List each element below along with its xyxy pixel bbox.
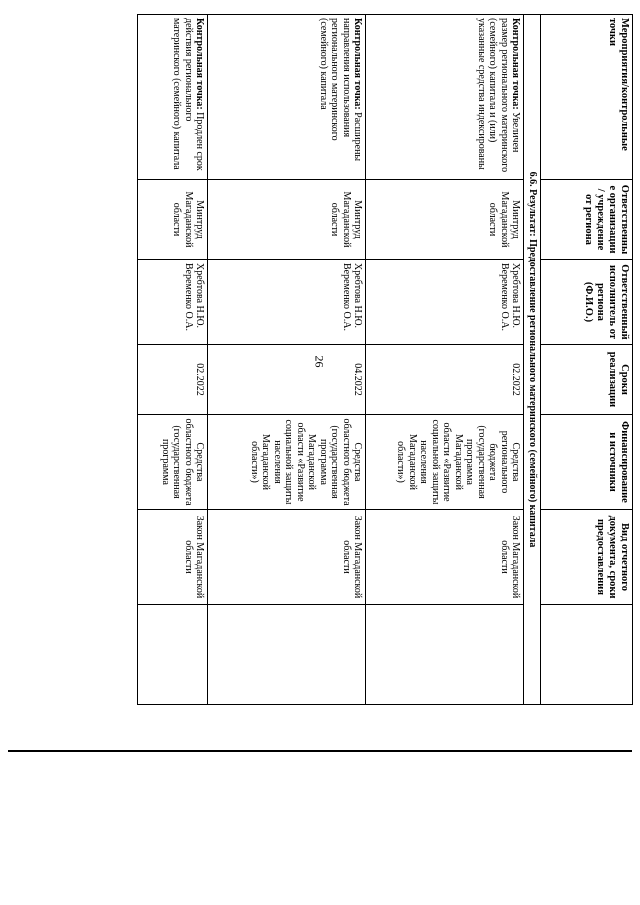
event-cell [366, 15, 524, 180]
table-row [208, 15, 366, 705]
rotated-page [153, 14, 633, 714]
checkpoint-label: Контрольная точка: [510, 18, 522, 110]
executor-cell: Хребтова Н.Ю. Веременко О.А. [208, 260, 366, 345]
term-cell: 02.2022 [366, 345, 524, 415]
checkpoint-label: Контрольная точка: [352, 18, 364, 110]
executor-cell: Хребтова Н.Ю. Веременко О.А. [138, 260, 208, 345]
executor-cell: Хребтова Н.Ю. Веременко О.А. [366, 260, 524, 345]
header-empty [541, 605, 633, 705]
event-cell [208, 15, 366, 180]
checkpoint-text: Увеличен размер регионального материнского (семейного) капитала и (или) указанные средства индексированы [476, 18, 522, 173]
section-row [524, 15, 541, 705]
header-report: Вид отчетного документа, сроки предоставления [541, 510, 633, 605]
table-row [366, 15, 524, 705]
term-cell: 02.2022 [138, 345, 208, 415]
plan-table [138, 14, 634, 705]
event-cell [138, 15, 208, 180]
page-number: 26 [312, 355, 327, 368]
checkpoint-label: Контрольная точка: [194, 18, 206, 110]
header-row [541, 15, 633, 705]
table-row [138, 15, 208, 705]
finance-cell: Средства регионального бюджета (государственная программа Магаданской области «Развитие социальной защиты населения Магаданской области») [366, 415, 524, 510]
header-org: Ответственные организации / учреждение от региона [541, 180, 633, 260]
report-cell: Закон Магаданской области [208, 510, 366, 605]
report-cell: Закон Магаданской области [366, 510, 524, 605]
header-event: Мероприятия/контрольные точки [541, 15, 633, 180]
org-cell: Минтруд Магаданской области [138, 180, 208, 260]
finance-cell: Средства областного бюджета (государственная программа [138, 415, 208, 510]
bottom-rule [8, 750, 632, 752]
term-cell: 04.2022 [208, 345, 366, 415]
checkpoint-text: Расширены направления использования регионального материнского (семейного) капитала [318, 18, 364, 162]
empty-cell [208, 605, 366, 705]
org-cell: Минтруд Магаданской области [208, 180, 366, 260]
org-cell: Минтруд Магаданской области [366, 180, 524, 260]
section-title: 6.6. Результат: Предоставление регионального материнского (семейного) капитала [524, 15, 541, 705]
header-finance: Финансирование и источники [541, 415, 633, 510]
empty-cell [138, 605, 208, 705]
empty-cell [366, 605, 524, 705]
header-executor: Ответственный исполнитель от региона (Ф.И.О.) [541, 260, 633, 345]
header-term: Сроки реализации [541, 345, 633, 415]
report-cell: Закон Магаданской области [138, 510, 208, 605]
checkpoint-text: Продлен срок действия регионального материнского (семейного) капитала [171, 18, 206, 171]
finance-cell: Средства областного бюджета (государственная программа Магаданской области «Развитие социальной защиты населения Магаданской области») [208, 415, 366, 510]
